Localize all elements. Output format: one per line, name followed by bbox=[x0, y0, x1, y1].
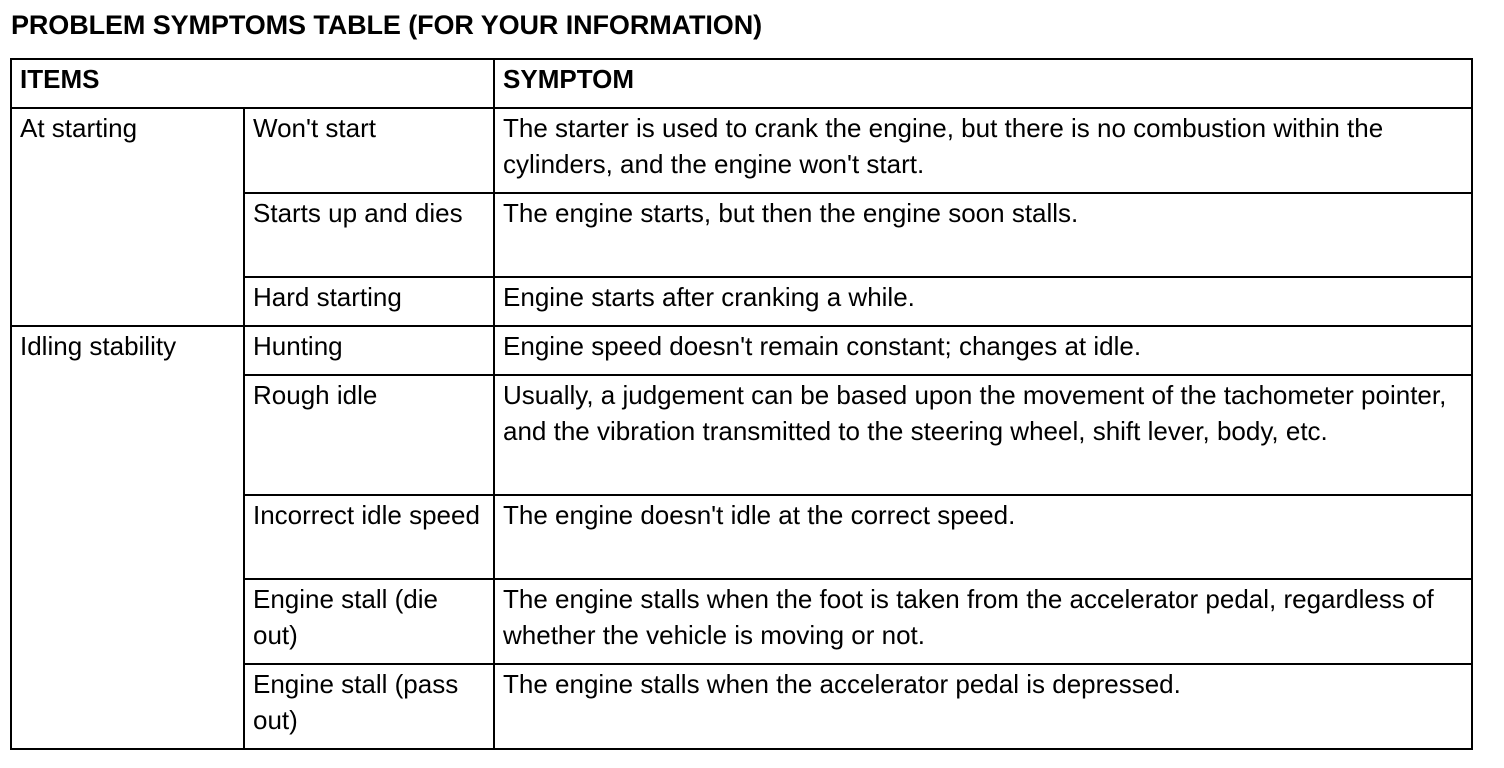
symptom-cell: Engine starts after cranking a while. bbox=[494, 277, 1472, 326]
symptom-cell: The engine doesn't idle at the correct speed. bbox=[494, 495, 1472, 579]
symptom-cell: The engine stalls when the foot is taken from the accelerator pedal, regardless of whether the vehicle is moving or not. bbox=[494, 579, 1472, 664]
symptom-cell: The engine starts, but then the engine soon stalls. bbox=[494, 193, 1472, 277]
item-cell: Hard starting bbox=[244, 277, 494, 326]
item-cell: Won't start bbox=[244, 108, 494, 193]
item-cell: Rough idle bbox=[244, 375, 494, 495]
symptom-cell: The engine stalls when the accelerator pedal is depressed. bbox=[494, 664, 1472, 749]
category-cell: Idling stability bbox=[11, 326, 244, 749]
item-cell: Engine stall (die out) bbox=[244, 579, 494, 664]
table-row bbox=[11, 108, 1472, 193]
header-symptom: SYMPTOM bbox=[494, 59, 1472, 108]
page-title: PROBLEM SYMPTOMS TABLE (FOR YOUR INFORMATION) bbox=[11, 10, 762, 40]
table-row bbox=[11, 326, 1472, 375]
header-items: ITEMS bbox=[11, 59, 494, 108]
symptom-cell: The starter is used to crank the engine, but there is no combustion within the cylinders, and the engine won't start. bbox=[494, 108, 1472, 193]
symptom-cell: Usually, a judgement can be based upon the movement of the tachometer pointer, and the vibration transmitted to the steering wheel, shift lever, body, etc. bbox=[494, 375, 1472, 495]
problem-symptoms-table bbox=[10, 58, 1473, 750]
symptom-cell: Engine speed doesn't remain constant; changes at idle. bbox=[494, 326, 1472, 375]
item-cell: Incorrect idle speed bbox=[244, 495, 494, 579]
table-header-row bbox=[11, 59, 1472, 108]
item-cell: Engine stall (pass out) bbox=[244, 664, 494, 749]
item-cell: Hunting bbox=[244, 326, 494, 375]
category-cell: At starting bbox=[11, 108, 244, 326]
item-cell: Starts up and dies bbox=[244, 193, 494, 277]
